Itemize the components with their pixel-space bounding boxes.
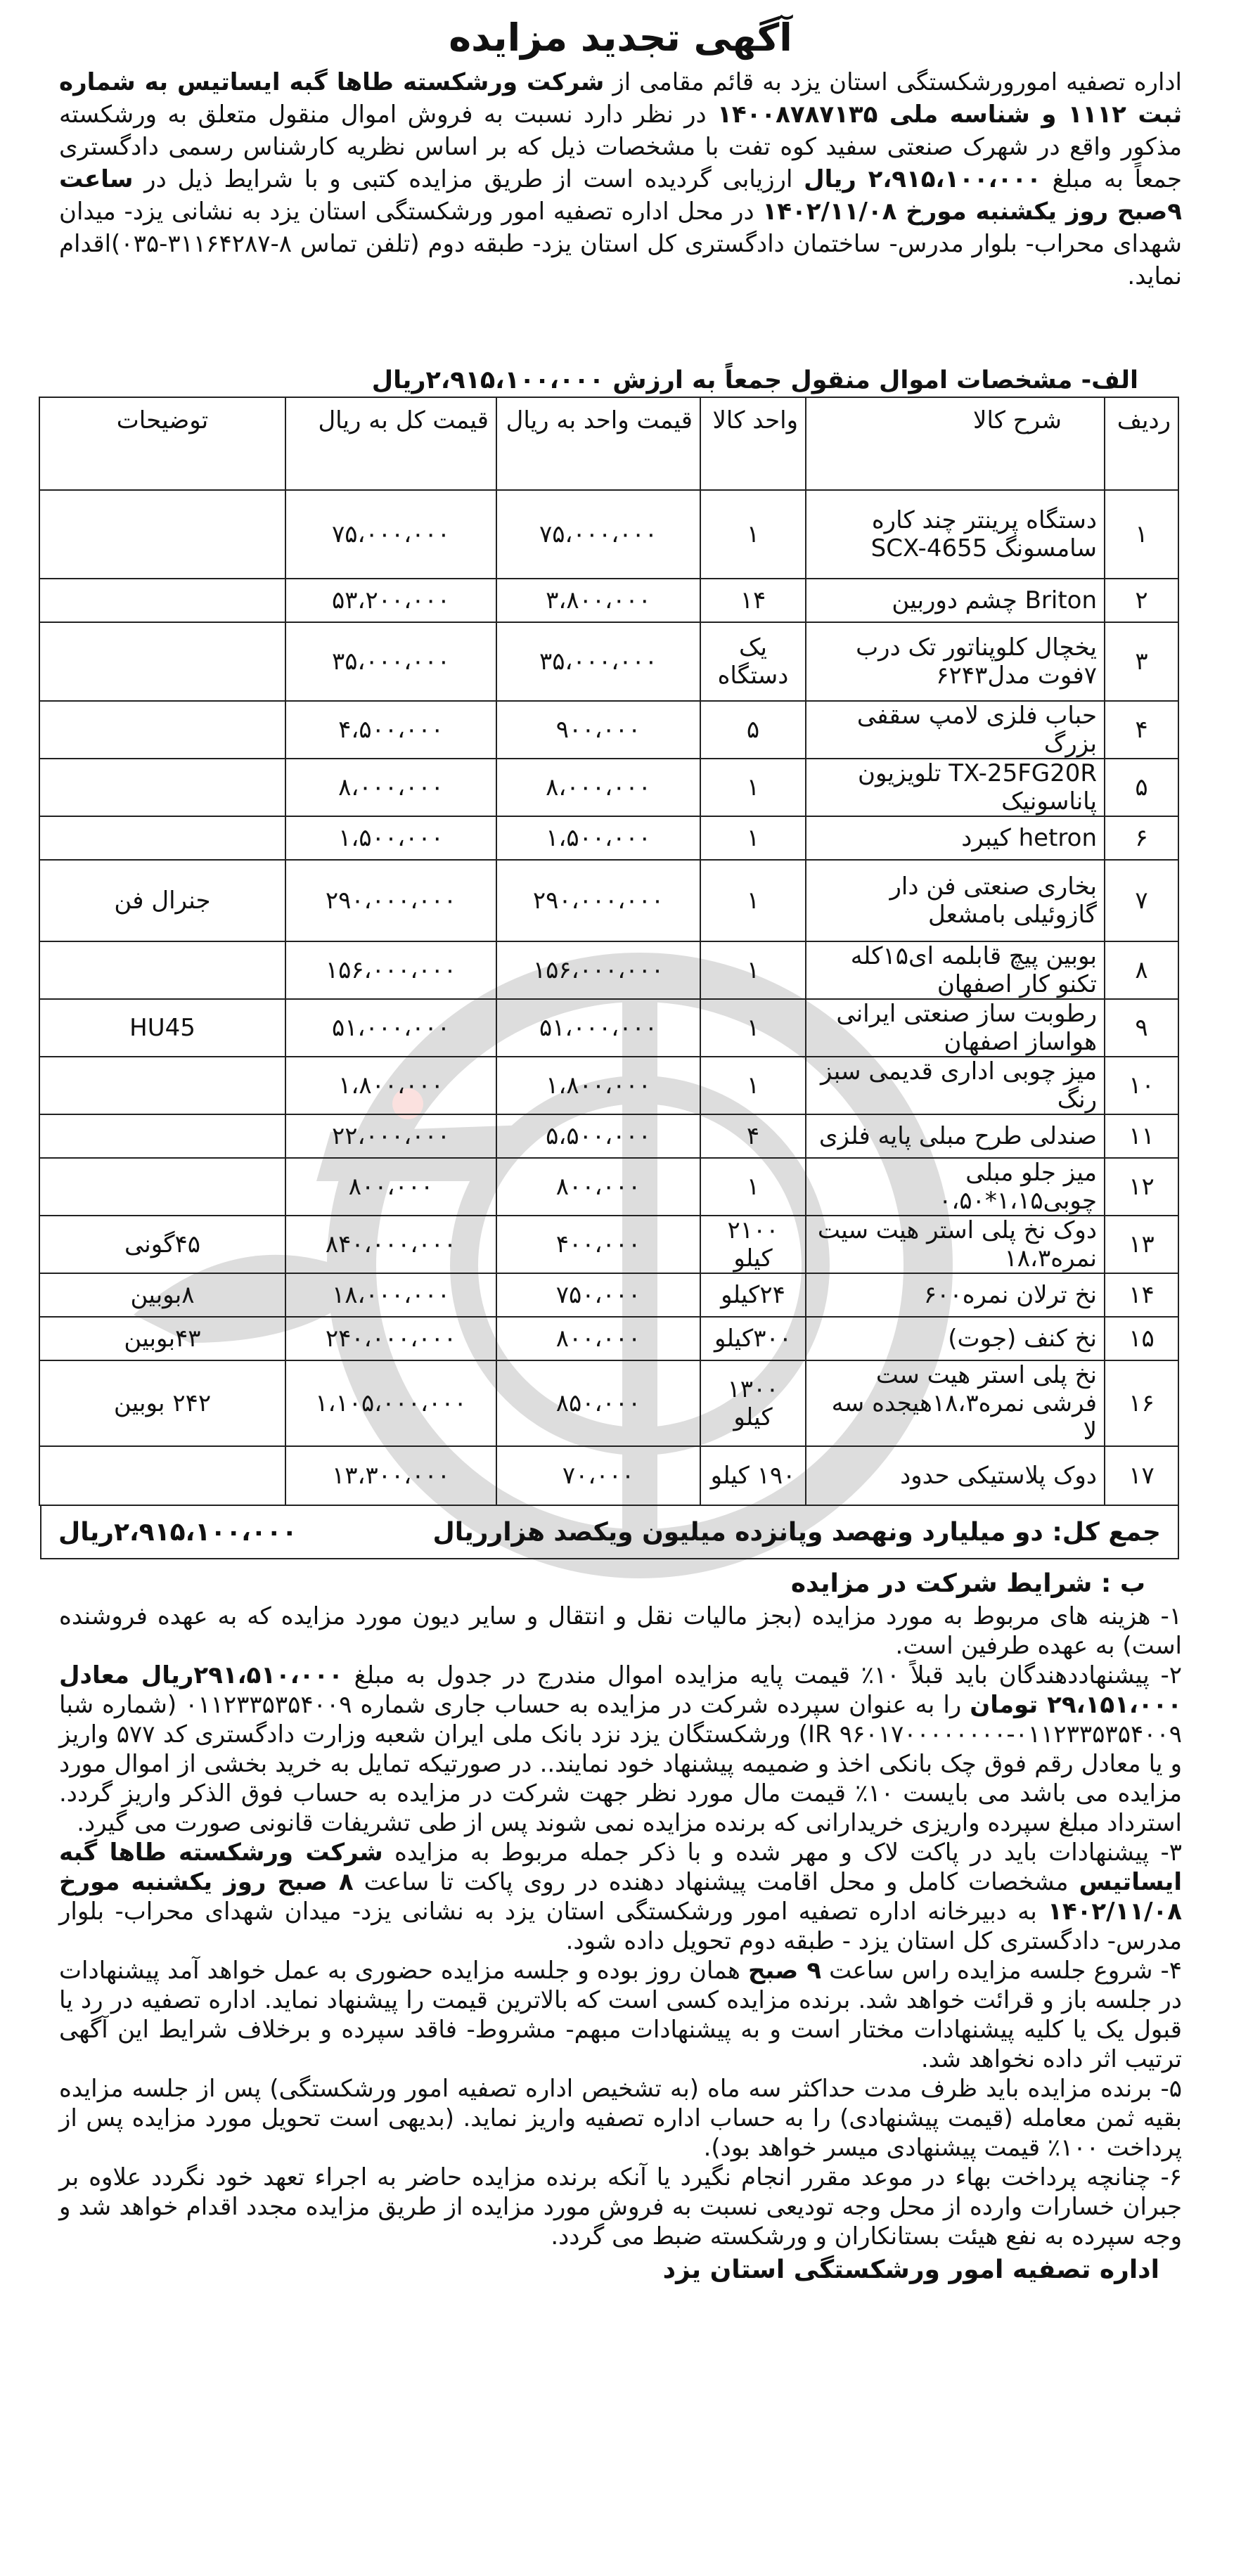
item-unit-price: ۷۰،۰۰۰ (496, 1446, 700, 1505)
table-row (39, 490, 1178, 579)
item-description: میز جلو مبلی چوبی۱،۱۵*۰،۵۰ (806, 1158, 1105, 1216)
item-total-price: ۱۸،۰۰۰،۰۰۰ (285, 1273, 496, 1317)
row-number: ۸ (1105, 941, 1178, 999)
row-number: ۱۴ (1105, 1273, 1178, 1317)
item-unit-price: ۴۰۰،۰۰۰ (496, 1216, 700, 1273)
item-total-price: ۲۲،۰۰۰،۰۰۰ (285, 1114, 496, 1158)
term-3 (59, 1838, 1182, 1956)
item-unit: ۵ (700, 701, 806, 759)
item-note: ۲۴۲ بوبین (39, 1360, 285, 1446)
item-description: نخ ترلان نمره۶۰۰ (806, 1273, 1105, 1317)
table-row (39, 1317, 1178, 1360)
auction-datetime: ساعت ۹صبح روز یکشنبه مورخ ۱۴۰۲/۱۱/۰۸ (59, 165, 1182, 226)
item-total-price: ۵۳،۲۰۰،۰۰۰ (285, 579, 496, 622)
item-description: دوک پلاستیکی حدود (806, 1446, 1105, 1505)
item-description: حباب فلزی لامپ سقفی بزرگ (806, 701, 1105, 759)
item-note (39, 490, 285, 579)
term-3-company: شرکت ورشکسته طاها گبه ایساتیس (59, 1838, 1182, 1896)
item-total-price: ۵۱،۰۰۰،۰۰۰ (285, 999, 496, 1057)
table-row (39, 941, 1178, 999)
row-number: ۱۳ (1105, 1216, 1178, 1273)
item-description: یخچال کلوپناتور تک درب ۷فوت مدل۶۲۴۳ (806, 622, 1105, 701)
item-unit: ۱ (700, 941, 806, 999)
item-note: ۴۳بوبین (39, 1317, 285, 1360)
row-number: ۱۲ (1105, 1158, 1178, 1216)
item-note (39, 579, 285, 622)
intro-paragraph (59, 66, 1182, 364)
item-unit-price: ۷۵۰،۰۰۰ (496, 1273, 700, 1317)
item-note (39, 1446, 285, 1505)
term-3-text-a: ۳- پیشنهادات باید در پاکت لاک و مهر شده و با ذکر جمله مربوط به مزایده (394, 1838, 1182, 1867)
item-note: ۸بوبین (39, 1273, 285, 1317)
intro-text-7: در محل اداره تصفیه امور ورشکستگی استان یزد به نشانی یزد- میدان شهدای محراب- بلوار مدرس- ساختمان دادگستری کل استان یزد- طبقه دوم (تلفن تماس ۸-۳۱۱۶۴۲۸۷-۰۳۵)اقدام نماید. (59, 198, 1182, 290)
item-note (39, 622, 285, 701)
item-unit-price: ۸۵۰،۰۰۰ (496, 1360, 700, 1446)
item-total-price: ۱،۱۰۵،۰۰۰،۰۰۰ (285, 1360, 496, 1446)
item-description: رطوبت ساز صنعتی ایرانی هواساز اصفهان (806, 999, 1105, 1057)
item-total-price: ۸۰۰،۰۰۰ (285, 1158, 496, 1216)
item-total-price: ۲۹۰،۰۰۰،۰۰۰ (285, 860, 496, 941)
item-unit: ۱ (700, 860, 806, 941)
deposit-amount: ۲۹۱،۵۱۰،۰۰۰ریال معادل ۲۹،۱۵۱،۰۰۰ تومان (59, 1661, 1182, 1719)
item-description: دوک نخ پلی استر هیت سیت نمره۱۸،۳ (806, 1216, 1105, 1273)
total-amount: ۲،۹۱۵،۱۰۰،۰۰۰ریال (58, 1517, 297, 1547)
row-number: ۲ (1105, 579, 1178, 622)
row-number: ۱ (1105, 490, 1178, 579)
item-description: Briton چشم دوربین (806, 579, 1105, 622)
company-name: شرکت ورشکسته طاها گبه ایساتیس به شماره ثبت ۱۱۱۲ و شناسه ملی ۱۴۰۰۸۷۸۷۱۳۵ (59, 68, 1182, 129)
item-unit-price: ۸،۰۰۰،۰۰۰ (496, 759, 700, 816)
item-note: HU45 (39, 999, 285, 1057)
item-total-price: ۸۴۰،۰۰۰،۰۰۰ (285, 1216, 496, 1273)
intro-text-5: ارزیابی گردیده است از طریق مزایده کتبی و با شرایط ذیل در (144, 165, 793, 193)
notice-title: آگهی تجدید مزایده (449, 15, 792, 60)
item-total-price: ۷۵،۰۰۰،۰۰۰ (285, 490, 496, 579)
term-2-text-a: ۲- پیشنهاددهندگان باید قبلاً ۱۰٪ قیمت پایه مزایده اموال مندرج در جدول به مبلغ (354, 1661, 1183, 1689)
item-description: میز چوبی اداری قدیمی سبز رنگ (806, 1057, 1105, 1114)
item-note (39, 759, 285, 816)
item-total-price: ۴،۵۰۰،۰۰۰ (285, 701, 496, 759)
item-description: نخ پلی استر هیت ست فرشی نمره۱۸،۳هیجده سه لا (806, 1360, 1105, 1446)
row-number: ۱۵ (1105, 1317, 1178, 1360)
term-3-text-c: مشخصات کامل و محل اقامت پیشنهاد دهنده در روی پاکت تا ساعت (364, 1868, 1069, 1896)
item-note (39, 1158, 285, 1216)
item-unit-price: ۱۵۶،۰۰۰،۰۰۰ (496, 941, 700, 999)
term-5: ۵- برنده مزایده باید ظرف مدت حداکثر سه ماه (به تشخیص اداره تصفیه امور ورشکستگی) پس از جلسه مزایده بقیه ثمن معامله (قیمت پیشنهادی) را به حساب اداره تصفیه واریز نماید. (بدیهی است تحویل مورد مزایده پس از پرداخت ۱۰۰٪ قیمت پیشنهادی میسر خواهد بود). (59, 2075, 1182, 2162)
term-4-text-a: ۴- شروع جلسه مزایده راس ساعت (829, 1957, 1182, 1985)
intro-text-1: اداره تصفیه امورورشکستگی استان یزد به قائم مقامی از (612, 68, 1182, 96)
item-note (39, 1114, 285, 1158)
item-unit-price: ۵،۵۰۰،۰۰۰ (496, 1114, 700, 1158)
total-row (40, 1506, 1179, 1559)
table-row (39, 701, 1178, 759)
term-4-text-c: همان روز بوده و جلسه مزایده حضوری به عمل خواهد آمد پیشنهادات در جلسه باز و قرائت خواهد شد. برنده مزایده کسی است که بالاترین قیمت را پیشنهاد نماید. اداره تصفیه در رد یا قبول یک یا کلیه پیشنهادات مختار است و به پیشنهادات مبهم- مشروط- فاقد سپرده و برخلاف شرایط این آگهی ترتیب اثر داده نخواهد شد. (59, 1957, 1182, 2073)
table-row (39, 1360, 1178, 1446)
item-unit-price: ۳،۸۰۰،۰۰۰ (496, 579, 700, 622)
table-row (39, 1057, 1178, 1114)
row-number: ۱۶ (1105, 1360, 1178, 1446)
table-row (39, 1446, 1178, 1505)
item-total-price: ۳۵،۰۰۰،۰۰۰ (285, 622, 496, 701)
item-description: بخاری صنعتی فن دار گازوئیلی بامشعل (806, 860, 1105, 941)
item-unit-price: ۷۵،۰۰۰،۰۰۰ (496, 490, 700, 579)
row-number: ۶ (1105, 816, 1178, 860)
total-words: جمع کل: دو میلیارد ونهصد وپانزده میلیون ویکصد هزارریال (432, 1517, 1161, 1547)
header-unit-price: قیمت واحد به ریال (496, 397, 700, 490)
item-note (39, 941, 285, 999)
item-note (39, 1057, 285, 1114)
section-be-heading: ب : شرایط شرکت در مزایده (790, 1569, 1145, 1598)
row-number: ۱۱ (1105, 1114, 1178, 1158)
item-unit: ۱۳۰۰ کیلو (700, 1360, 806, 1446)
table-row (39, 622, 1178, 701)
item-description: دستگاه پرینتر چند کاره سامسونگ SCX-4655 (806, 490, 1105, 579)
item-unit-price: ۵۱،۰۰۰،۰۰۰ (496, 999, 700, 1057)
item-unit: ۲۱۰۰ کیلو (700, 1216, 806, 1273)
item-unit: ۱۴ (700, 579, 806, 622)
item-unit: ۱ (700, 816, 806, 860)
item-unit: ۱ (700, 1158, 806, 1216)
term-3-deadline: ۸ صبح روز یکشنبه مورخ ۱۴۰۲/۱۱/۰۸ (59, 1868, 1182, 1926)
table-row (39, 1273, 1178, 1317)
item-note: جنرال فن (39, 860, 285, 941)
section-alef-heading: الف- مشخصات اموال منقول جمعاً به ارزش ۲،۹۱۵،۱۰۰،۰۰۰ریال (371, 366, 1138, 394)
item-note: ۴۵گونی (39, 1216, 285, 1273)
row-number: ۵ (1105, 759, 1178, 816)
item-description: TX-25FG20R تلویزیون پاناسونیک (806, 759, 1105, 816)
term-4-time: ۹ صبح (748, 1957, 822, 1985)
table-row (39, 1216, 1178, 1273)
item-unit: ۱ (700, 1057, 806, 1114)
item-unit: ۲۴کیلو (700, 1273, 806, 1317)
item-unit-price: ۸۰۰،۰۰۰ (496, 1317, 700, 1360)
item-unit-price: ۸۰۰،۰۰۰ (496, 1158, 700, 1216)
table-row (39, 1114, 1178, 1158)
table-row (39, 999, 1178, 1057)
item-total-price: ۲۴۰،۰۰۰،۰۰۰ (285, 1317, 496, 1360)
item-description: بوبین پیچ قابلمه ای۱۵کله تکنو کار اصفهان (806, 941, 1105, 999)
item-unit-price: ۱،۸۰۰،۰۰۰ (496, 1057, 700, 1114)
signoff: اداره تصفیه امور ورشکستگی استان یزد (662, 2255, 1159, 2284)
term-6: ۶- چنانچه پرداخت بهاء در موعد مقرر انجام نگیرد یا آنکه برنده مزایده حاضر به اجراء تعهد خود نگردد علاوه بر جبران خسارات وارده از محل وجه تودیعی نسبت به فروش مورد مزایده از طریق مزایده مجدد اقدام خواهد شد و وجه سپرده به نفع هیئت بستانکاران و ورشکسته ضبط می گردد. (59, 2163, 1182, 2250)
row-number: ۷ (1105, 860, 1178, 941)
term-2-text-c: را به عنوان سپرده شرکت در مزایده به حساب جاری شماره ۰۱۱۲۳۳۵۳۵۴۰۰۹ (شماره شبا ۰۱۱۲۳۳۵۳۵۴۰۰۹-۹۶۰۱۷۰۰۰۰۰۰۰۰ IR) ورشکستگان یزد نزد بانک ملی ایران شعبه وزارت دادگستری کد ۵۷۷ واریز و یا معادل رقم فوق چک بانکی اخذ و ضمیمه پیشنهاد خود نمایند.. در صورتیکه تمایل به خرید بخشی از اموال مورد مزایده می باشد می بایست ۱۰٪ قیمت مال مورد نظر جهت شرکت در مزایده به حساب فوق الذکر واریز گردد. استرداد مبلغ سپرده واریزی خریدارانی که برنده مزایده نمی شوند پس از طی تشریفات قانونی صورت می گیرد. (59, 1691, 1183, 1837)
item-description: نخ کنف (جوت) (806, 1317, 1105, 1360)
table-row (39, 759, 1178, 816)
header-row-number: ردیف (1105, 397, 1178, 490)
header-description: شرح کالا (806, 397, 1105, 490)
row-number: ۱۷ (1105, 1446, 1178, 1505)
items-table (39, 397, 1179, 1506)
item-unit: ۴ (700, 1114, 806, 1158)
header-unit: واحد کالا (700, 397, 806, 490)
item-total-price: ۸،۰۰۰،۰۰۰ (285, 759, 496, 816)
table-row (39, 816, 1178, 860)
header-notes: توضیحات (39, 397, 285, 490)
item-note (39, 701, 285, 759)
item-unit: ۱ (700, 490, 806, 579)
item-unit: ۱ (700, 759, 806, 816)
row-number: ۹ (1105, 999, 1178, 1057)
item-unit: ۱۹۰ کیلو (700, 1446, 806, 1505)
row-number: ۳ (1105, 622, 1178, 701)
valuation-amount: ۲،۹۱۵،۱۰۰،۰۰۰ ریال (804, 165, 1041, 193)
item-description: صندلی طرح مبلی پایه فلزی (806, 1114, 1105, 1158)
item-unit: ۳۰۰کیلو (700, 1317, 806, 1360)
item-note (39, 816, 285, 860)
item-total-price: ۱۳،۳۰۰،۰۰۰ (285, 1446, 496, 1505)
item-unit: یک دستگاه (700, 622, 806, 701)
term-2 (59, 1661, 1182, 1838)
row-number: ۴ (1105, 701, 1178, 759)
item-total-price: ۱،۵۰۰،۰۰۰ (285, 816, 496, 860)
item-unit-price: ۳۵،۰۰۰،۰۰۰ (496, 622, 700, 701)
table-body (39, 490, 1178, 1505)
intro-text-3: در نظر دارد نسبت به فروش اموال منقول متعلق به ورشکسته مذکور واقع در شهرک صنعتی سفید کوه تفت با مشخصات ذیل که بر اساس نظریه کارشناس رسمی دادگستری جمعاً به مبلغ (59, 101, 1183, 193)
term-3-text-e: به دبیرخانه اداره تصفیه امور ورشکستگی استان یزد به نشانی یزد- میدان شهدای محراب- بلوار مدرس- دادگستری کل استان یزد - طبقه دوم تحویل داده شود. (59, 1898, 1182, 1955)
item-unit-price: ۱،۵۰۰،۰۰۰ (496, 816, 700, 860)
term-1: ۱- هزینه های مربوط به مورد مزایده (بجز مالیات نقل و انتقال و سایر دیون مورد مزایده که به عهده فروشنده است) به عهده طرفین است. (59, 1602, 1182, 1660)
item-total-price: ۱،۸۰۰،۰۰۰ (285, 1057, 496, 1114)
table-row (39, 1158, 1178, 1216)
item-unit-price: ۲۹۰،۰۰۰،۰۰۰ (496, 860, 700, 941)
header-total-price: قیمت کل به ریال (285, 397, 496, 490)
table-row (39, 860, 1178, 941)
term-4 (59, 1956, 1182, 2074)
row-number: ۱۰ (1105, 1057, 1178, 1114)
item-description: hetron کیبرد (806, 816, 1105, 860)
item-unit-price: ۹۰۰،۰۰۰ (496, 701, 700, 759)
table-row (39, 579, 1178, 622)
terms-section (59, 1602, 1182, 2251)
item-unit: ۱ (700, 999, 806, 1057)
table-header-row (39, 397, 1178, 490)
item-total-price: ۱۵۶،۰۰۰،۰۰۰ (285, 941, 496, 999)
